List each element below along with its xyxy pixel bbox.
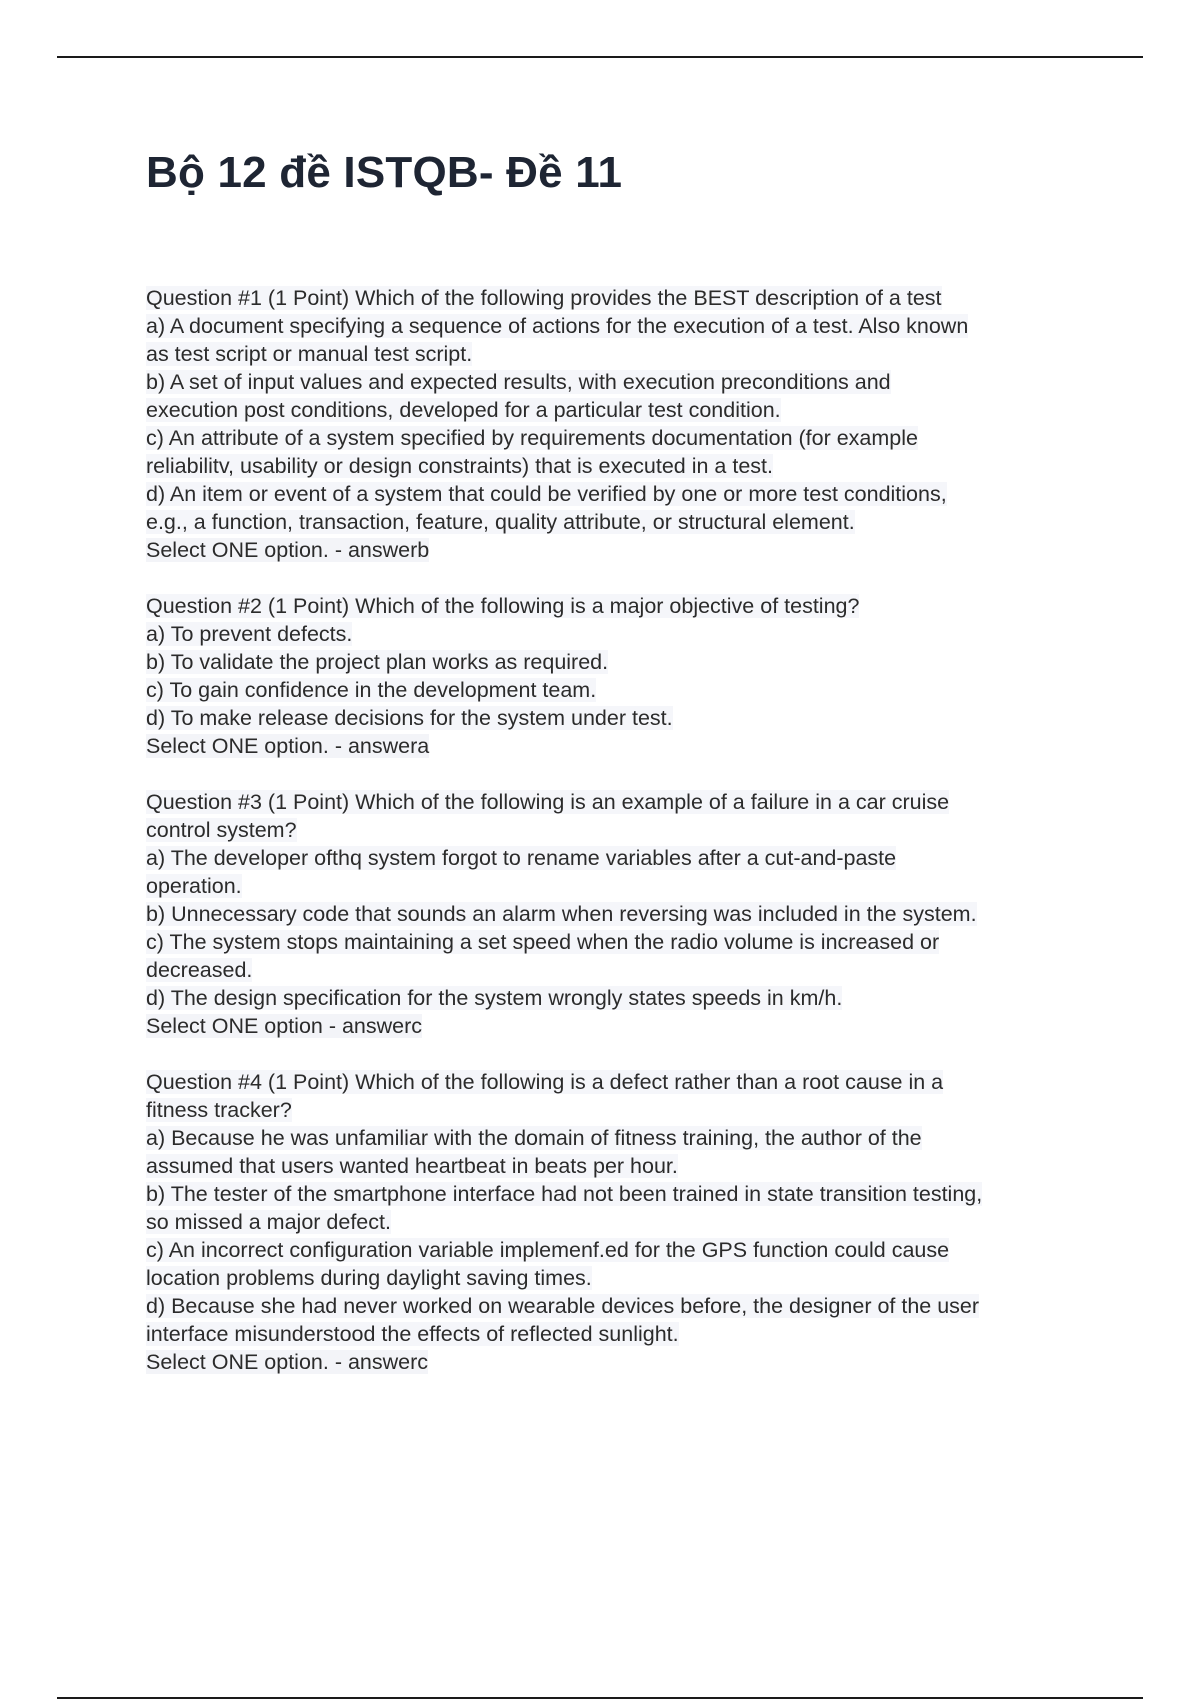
answer-line [146, 732, 1096, 760]
question-option-line [146, 1152, 1096, 1180]
question-text-line [146, 284, 1096, 312]
line-text: c) The system stops maintaining a set speed when the radio volume is increased or [146, 930, 940, 954]
line-text: b) Unnecessary code that sounds an alarm when reversing was included in the system. [146, 902, 977, 926]
line-text: assumed that users wanted heartbeat in beats per hour. [146, 1154, 678, 1178]
line-text: location problems during daylight saving times. [146, 1266, 592, 1290]
question-option-line [146, 312, 1096, 340]
line-text: Question #2 (1 Point) Which of the following is a major objective of testing? [146, 594, 860, 618]
line-text: Question #3 (1 Point) Which of the following is an example of a failure in a car cruise [146, 790, 950, 814]
question-option-line [146, 1264, 1096, 1292]
answer-line [146, 536, 1096, 564]
line-text: c) An incorrect configuration variable implemenf.ed for the GPS function could cause [146, 1238, 950, 1262]
question-option-line [146, 620, 1096, 648]
question-2 [146, 592, 1096, 760]
line-text: c) An attribute of a system specified by requirements documentation (for example [146, 426, 918, 450]
question-option-line [146, 844, 1096, 872]
answer-text: Select ONE option. - answera [146, 734, 430, 758]
line-text: b) The tester of the smartphone interface had not been trained in state transition testing, [146, 1182, 983, 1206]
line-text: a) Because he was unfamiliar with the domain of fitness training, the author of the [146, 1126, 922, 1150]
line-text: d) The design specification for the system wrongly states speeds in km/h. [146, 986, 843, 1010]
question-option-line [146, 1236, 1096, 1264]
question-option-line [146, 1180, 1096, 1208]
question-4 [146, 1068, 1096, 1376]
question-option-line [146, 424, 1096, 452]
question-text-line [146, 1068, 1096, 1096]
question-option-line [146, 1320, 1096, 1348]
answer-text: Select ONE option. - answerb [146, 538, 430, 562]
question-3 [146, 788, 1096, 1040]
question-option-line [146, 956, 1096, 984]
line-text: operation. [146, 874, 242, 898]
line-text: execution post conditions, developed for a particular test condition. [146, 398, 781, 422]
question-option-line [146, 676, 1096, 704]
line-text: as test script or manual test script. [146, 342, 473, 366]
line-text: a) The developer ofthq system forgot to rename variables after a cut-and-paste [146, 846, 897, 870]
question-option-line [146, 1292, 1096, 1320]
page-title: Bộ 12 đề ISTQB- Đề 11 [146, 148, 623, 197]
question-option-line [146, 1124, 1096, 1152]
question-option-line [146, 340, 1096, 368]
question-option-line [146, 1208, 1096, 1236]
line-text: control system? [146, 818, 297, 842]
question-option-line [146, 816, 1096, 844]
question-option-line [146, 1096, 1096, 1124]
answer-text: Select ONE option - answerc [146, 1014, 423, 1038]
line-text: b) A set of input values and expected results, with execution preconditions and [146, 370, 891, 394]
question-option-line [146, 508, 1096, 536]
question-option-line [146, 872, 1096, 900]
question-option-line [146, 900, 1096, 928]
question-option-line [146, 396, 1096, 424]
line-text: a) To prevent defects. [146, 622, 353, 646]
question-option-line [146, 704, 1096, 732]
line-text: d) To make release decisions for the system under test. [146, 706, 673, 730]
question-text-line [146, 788, 1096, 816]
line-text: fitness tracker? [146, 1098, 292, 1122]
line-text: d) Because she had never worked on wearable devices before, the designer of the user [146, 1294, 980, 1318]
line-text: a) A document specifying a sequence of actions for the execution of a test. Also known [146, 314, 969, 338]
line-text: so missed a major defect. [146, 1210, 391, 1234]
question-text-line [146, 592, 1096, 620]
line-text: reliabilitv, usability or design constraints) that is executed in a test. [146, 454, 773, 478]
answer-line [146, 1348, 1096, 1376]
bottom-rule [57, 1697, 1143, 1699]
line-text: c) To gain confidence in the development team. [146, 678, 597, 702]
question-1 [146, 284, 1096, 564]
line-text: interface misunderstood the effects of reflected sunlight. [146, 1322, 679, 1346]
line-text: decreased. [146, 958, 253, 982]
answer-line [146, 1012, 1096, 1040]
question-option-line [146, 368, 1096, 396]
question-option-line [146, 648, 1096, 676]
line-text: b) To validate the project plan works as required. [146, 650, 609, 674]
line-text: d) An item or event of a system that could be verified by one or more test conditions, [146, 482, 947, 506]
question-list [146, 284, 1096, 1404]
question-option-line [146, 452, 1096, 480]
line-text: e.g., a function, transaction, feature, quality attribute, or structural element. [146, 510, 855, 534]
top-rule [57, 56, 1143, 58]
line-text: Question #1 (1 Point) Which of the following provides the BEST description of a test [146, 286, 942, 310]
question-option-line [146, 984, 1096, 1012]
answer-text: Select ONE option. - answerc [146, 1350, 429, 1374]
line-text: Question #4 (1 Point) Which of the following is a defect rather than a root cause in a [146, 1070, 944, 1094]
question-option-line [146, 480, 1096, 508]
question-option-line [146, 928, 1096, 956]
